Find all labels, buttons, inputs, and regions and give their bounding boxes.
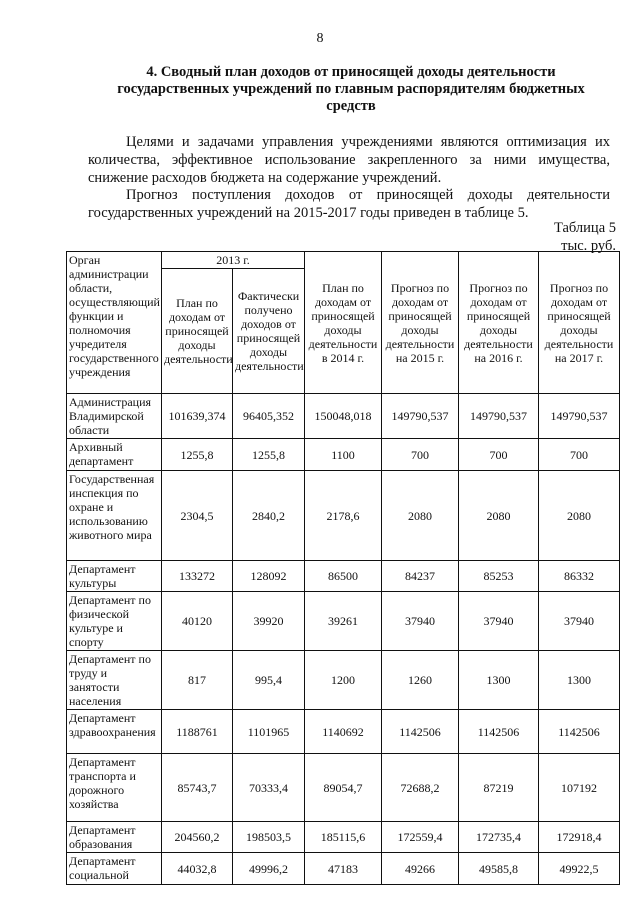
fact-2013-cell: 1101965 [233, 710, 305, 754]
forecast-2017-cell: 700 [539, 439, 620, 471]
forecast-2016-cell: 172735,4 [459, 822, 539, 853]
plan-2014-cell: 150048,018 [305, 394, 382, 439]
section-heading: 4. Сводный план доходов от приносящей доходы деятельности государственных учреждений по главным распорядителям бюджетных средств [117, 64, 585, 114]
table-row [67, 471, 620, 561]
plan-2013-cell: 1188761 [162, 710, 233, 754]
plan-2014-cell: 89054,7 [305, 754, 382, 822]
fact-2013-cell: 995,4 [233, 651, 305, 710]
income-table [66, 251, 620, 885]
forecast-2015-cell: 84237 [382, 561, 459, 592]
forecast-2017-cell: 37940 [539, 592, 620, 651]
org-cell: Департамент по физической культуре и спорту [67, 592, 162, 651]
org-cell: Департамент социальной [67, 853, 162, 885]
table-row [67, 710, 620, 754]
org-cell: Государственная инспекция по охране и использованию животного мира [67, 471, 162, 561]
fact-2013-cell: 198503,5 [233, 822, 305, 853]
fact-2013-cell: 49996,2 [233, 853, 305, 885]
forecast-2017-cell: 107192 [539, 754, 620, 822]
fact-2013-cell: 96405,352 [233, 394, 305, 439]
forecast-2015-cell: 172559,4 [382, 822, 459, 853]
header-forecast-2016: Прогноз по доходам от приносящей доходы деятельности на 2016 г. [459, 252, 539, 394]
org-cell: Администрация Владимирской области [67, 394, 162, 439]
table-row [67, 853, 620, 885]
plan-2013-cell: 44032,8 [162, 853, 233, 885]
forecast-2016-cell: 49585,8 [459, 853, 539, 885]
header-org: Орган администрации области, осуществляющий функции и полномочия учредителя государственного учреждения [67, 252, 162, 394]
page-number: 8 [316, 31, 324, 46]
forecast-2017-cell: 172918,4 [539, 822, 620, 853]
org-cell: Департамент образования [67, 822, 162, 853]
plan-2013-cell: 817 [162, 651, 233, 710]
forecast-2017-cell: 1300 [539, 651, 620, 710]
table-units: тыс. руб. [561, 238, 616, 254]
plan-2014-cell: 1200 [305, 651, 382, 710]
header-fact-2013: Фактически получено доходов от приносящей доходы деятельности [233, 269, 305, 394]
forecast-2017-cell: 149790,537 [539, 394, 620, 439]
paragraph-goals: Целями и задачами управления учреждениями являются оптимизация их количества, эффективное использование закрепленного за ними имущества, снижение расходов бюджета на содержание учреждений. [88, 134, 610, 186]
table-row [67, 561, 620, 592]
forecast-2016-cell: 2080 [459, 471, 539, 561]
plan-2013-cell: 133272 [162, 561, 233, 592]
plan-2014-cell: 185115,6 [305, 822, 382, 853]
fact-2013-cell: 39920 [233, 592, 305, 651]
forecast-2017-cell: 2080 [539, 471, 620, 561]
forecast-2015-cell: 149790,537 [382, 394, 459, 439]
forecast-2016-cell: 37940 [459, 592, 539, 651]
paragraph-forecast: Прогноз поступления доходов от приносящей доходы деятельности государственных учреждений на 2015-2017 годы приведен в таблице 5. [88, 187, 610, 221]
fact-2013-cell: 1255,8 [233, 439, 305, 471]
table-row [67, 439, 620, 471]
forecast-2015-cell: 49266 [382, 853, 459, 885]
forecast-2016-cell: 85253 [459, 561, 539, 592]
forecast-2017-cell: 49922,5 [539, 853, 620, 885]
org-cell: Департамент по труду и занятости населения [67, 651, 162, 710]
forecast-2016-cell: 1142506 [459, 710, 539, 754]
plan-2013-cell: 204560,2 [162, 822, 233, 853]
forecast-2015-cell: 37940 [382, 592, 459, 651]
forecast-2016-cell: 149790,537 [459, 394, 539, 439]
header-plan-2013: План по доходам от приносящей доходы деятельности [162, 269, 233, 394]
forecast-2015-cell: 2080 [382, 471, 459, 561]
org-cell: Департамент транспорта и дорожного хозяйства [67, 754, 162, 822]
plan-2013-cell: 1255,8 [162, 439, 233, 471]
fact-2013-cell: 128092 [233, 561, 305, 592]
plan-2013-cell: 2304,5 [162, 471, 233, 561]
forecast-2015-cell: 72688,2 [382, 754, 459, 822]
plan-2014-cell: 39261 [305, 592, 382, 651]
table-caption: Таблица 5 [553, 220, 616, 236]
table-row [67, 394, 620, 439]
plan-2013-cell: 85743,7 [162, 754, 233, 822]
plan-2013-cell: 40120 [162, 592, 233, 651]
org-cell: Архивный департамент [67, 439, 162, 471]
forecast-2016-cell: 700 [459, 439, 539, 471]
table-row [67, 822, 620, 853]
org-cell: Департамент здравоохранения [67, 710, 162, 754]
org-cell: Департамент культуры [67, 561, 162, 592]
header-year-2013: 2013 г. [162, 252, 305, 269]
plan-2014-cell: 1140692 [305, 710, 382, 754]
plan-2014-cell: 2178,6 [305, 471, 382, 561]
forecast-2015-cell: 700 [382, 439, 459, 471]
fact-2013-cell: 70333,4 [233, 754, 305, 822]
plan-2013-cell: 101639,374 [162, 394, 233, 439]
forecast-2016-cell: 1300 [459, 651, 539, 710]
forecast-2015-cell: 1260 [382, 651, 459, 710]
header-forecast-2015: Прогноз по доходам от приносящей доходы деятельности на 2015 г. [382, 252, 459, 394]
table-row [67, 592, 620, 651]
header-forecast-2017: Прогноз по доходам от приносящей доходы деятельности на 2017 г. [539, 252, 620, 394]
table-row [67, 651, 620, 710]
plan-2014-cell: 47183 [305, 853, 382, 885]
table-row [67, 754, 620, 822]
forecast-2017-cell: 1142506 [539, 710, 620, 754]
plan-2014-cell: 1100 [305, 439, 382, 471]
forecast-2015-cell: 1142506 [382, 710, 459, 754]
forecast-2016-cell: 87219 [459, 754, 539, 822]
header-plan-2014: План по доходам от приносящей доходы деятельности в 2014 г. [305, 252, 382, 394]
forecast-2017-cell: 86332 [539, 561, 620, 592]
plan-2014-cell: 86500 [305, 561, 382, 592]
fact-2013-cell: 2840,2 [233, 471, 305, 561]
